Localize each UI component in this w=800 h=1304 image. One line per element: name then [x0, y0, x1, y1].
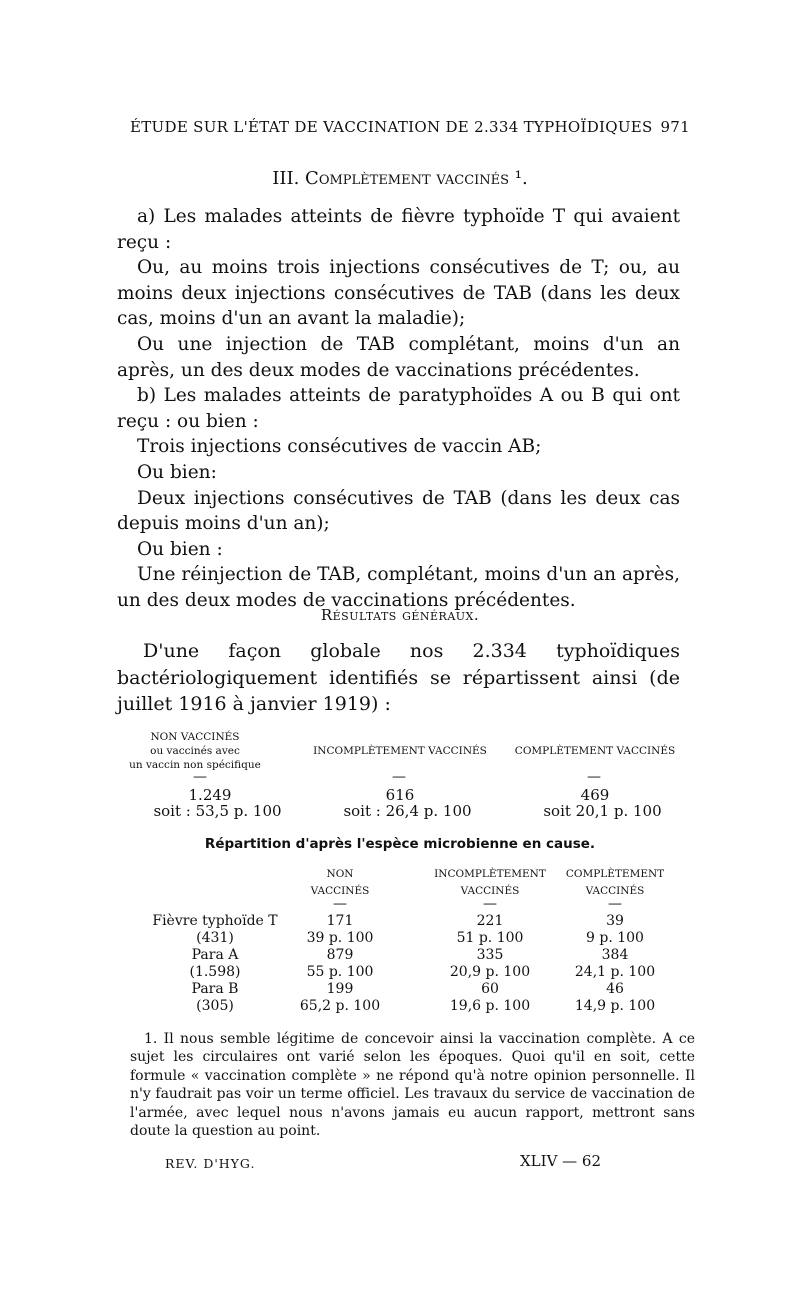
cell-completement: 24,1 p. 100 [574, 964, 656, 980]
header-line: INCOMPLÈTEMENT [434, 868, 546, 880]
header-line: NON VACCINÉS [150, 731, 240, 743]
header-non-vaccines [280, 866, 400, 900]
header-non-vaccines [115, 730, 275, 772]
count-incompletement: 616 [385, 786, 415, 804]
header-line: VACCINÉS [310, 885, 370, 897]
header-line: ou vaccinés avec [150, 745, 240, 757]
header-completement [505, 744, 685, 758]
table-row [0, 930, 800, 947]
paragraph-a-option-2: Ou une injection de TAB complétant, moins d'un an après, un des deux modes de vaccinations précédentes. [117, 333, 680, 381]
cell-non-vaccines: 199 [326, 981, 354, 997]
dash: — [333, 896, 347, 912]
paragraph-a-option-1: Ou, au moins trois injections consécutives de T; ou, au moins deux injections consécutives de TAB (dans les deux cas, moins d'un an avant la maladie); [117, 257, 680, 330]
cell-completement: 14,9 p. 100 [574, 998, 656, 1014]
cell-completement: 39 [606, 913, 624, 929]
footnote-text: 1. Il nous semble légitime de concevoir ainsi la vaccination complète. A ce sujet les circulaires ont varié selon les époques. Quoi qu'il en soit, cette formule « vaccination complète » ne répond qu'à notre opinion personnelle. Il n'y faudrait pas voir un terme officiel. Les travaux du service de vaccination de l'armée, avec lequel nous n'avons jamais eu aucun rapport, mettront sans doute la question au point. [130, 1031, 695, 1140]
percent-completement: soit 20,1 p. 100 [543, 802, 662, 820]
dash: — [483, 896, 497, 912]
row-label: Para A [191, 947, 239, 963]
cell-incompletement: 335 [476, 947, 504, 963]
dash-row [0, 896, 800, 913]
journal-signature: REV. D'HYG. [165, 1156, 256, 1171]
row-label: (1.598) [189, 964, 241, 980]
cell-non-vaccines: 65,2 p. 100 [299, 998, 381, 1014]
cell-incompletement: 221 [476, 913, 504, 929]
cell-incompletement: 20,9 p. 100 [449, 964, 531, 980]
header-line: COMPLÈTEMENT VACCINÉS [514, 745, 676, 757]
cell-completement: 46 [606, 981, 624, 997]
header-incompletement [300, 744, 500, 758]
paragraph-b-or-1: Ou bien: [137, 461, 217, 483]
count-completement: 469 [580, 786, 610, 804]
header-line: un vaccin non spécifique [129, 759, 261, 771]
table-row [0, 913, 800, 930]
footnote [130, 1030, 695, 1140]
table-row [0, 981, 800, 998]
results-heading: Résultats généraux. [320, 606, 480, 624]
volume-signature: XLIV — 62 [520, 1152, 602, 1170]
results-intro: D'une façon globale nos 2.334 typhoïdiques bactériologiquement identifiés se répartissent ainsi (de juillet 1916 à janvier 1919) : [117, 640, 680, 715]
header-line: COMPLÈTEMENT [565, 868, 665, 880]
cell-incompletement: 60 [481, 981, 499, 997]
body-text [117, 204, 680, 614]
paragraph-b-option-1: Trois injections consécutives de vaccin AB; [137, 436, 542, 458]
dash: — [193, 769, 207, 785]
cell-non-vaccines: 55 p. 100 [306, 964, 374, 980]
paragraph-b-option-3: Une réinjection de TAB, complétant, moins d'un an après, un des deux modes de vaccinations précédentes. [117, 564, 680, 611]
cell-incompletement: 19,6 p. 100 [449, 998, 531, 1014]
dash: — [608, 896, 622, 912]
cell-non-vaccines: 171 [326, 913, 354, 929]
dash: — [392, 769, 406, 785]
cell-completement: 384 [601, 947, 629, 963]
running-title: ÉTUDE SUR L'ÉTAT DE VACCINATION DE 2.334 TYPHOÏDIQUES [130, 118, 653, 136]
count-non-vaccines: 1.249 [188, 786, 232, 804]
cell-non-vaccines: 39 p. 100 [306, 930, 374, 946]
section-title: III. Complètement vaccinés ¹. [272, 168, 528, 189]
row-label: Para B [191, 981, 239, 997]
row-label: Fièvre typhoïde T [152, 913, 278, 929]
row-label: (305) [196, 998, 234, 1014]
cell-completement: 9 p. 100 [586, 930, 644, 946]
header-completement [550, 866, 680, 900]
header-line: INCOMPLÈTEMENT VACCINÉS [313, 745, 487, 757]
table-row [0, 947, 800, 964]
percent-incompletement: soit : 26,4 p. 100 [343, 802, 472, 820]
row-label: (431) [196, 930, 234, 946]
cell-non-vaccines: 879 [326, 947, 354, 963]
header-line: NON [326, 868, 354, 880]
header-line: VACCINÉS [460, 885, 520, 897]
paragraph-b-option-2: Deux injections consécutives de TAB (dans les deux cas depuis moins d'un an); [117, 487, 680, 535]
paragraph-a: a) Les malades atteints de fièvre typhoïde T qui avaient reçu : [117, 206, 680, 253]
running-header [130, 118, 690, 136]
table-row [0, 964, 800, 981]
repartition-title: Répartition d'après l'espèce microbienne en cause. [204, 836, 596, 852]
paragraph-b-or-2: Ou bien : [137, 538, 223, 560]
page-number: 971 [660, 118, 690, 136]
paragraph-b: b) Les malades atteints de paratyphoïdes A ou B qui ont reçu : ou bien : [117, 385, 680, 432]
percent-non-vaccines: soit : 53,5 p. 100 [153, 802, 282, 820]
header-incompletement [420, 866, 560, 900]
cell-incompletement: 51 p. 100 [456, 930, 524, 946]
dash: — [587, 769, 601, 785]
header-line: VACCINÉS [585, 885, 645, 897]
table-row [0, 998, 800, 1015]
